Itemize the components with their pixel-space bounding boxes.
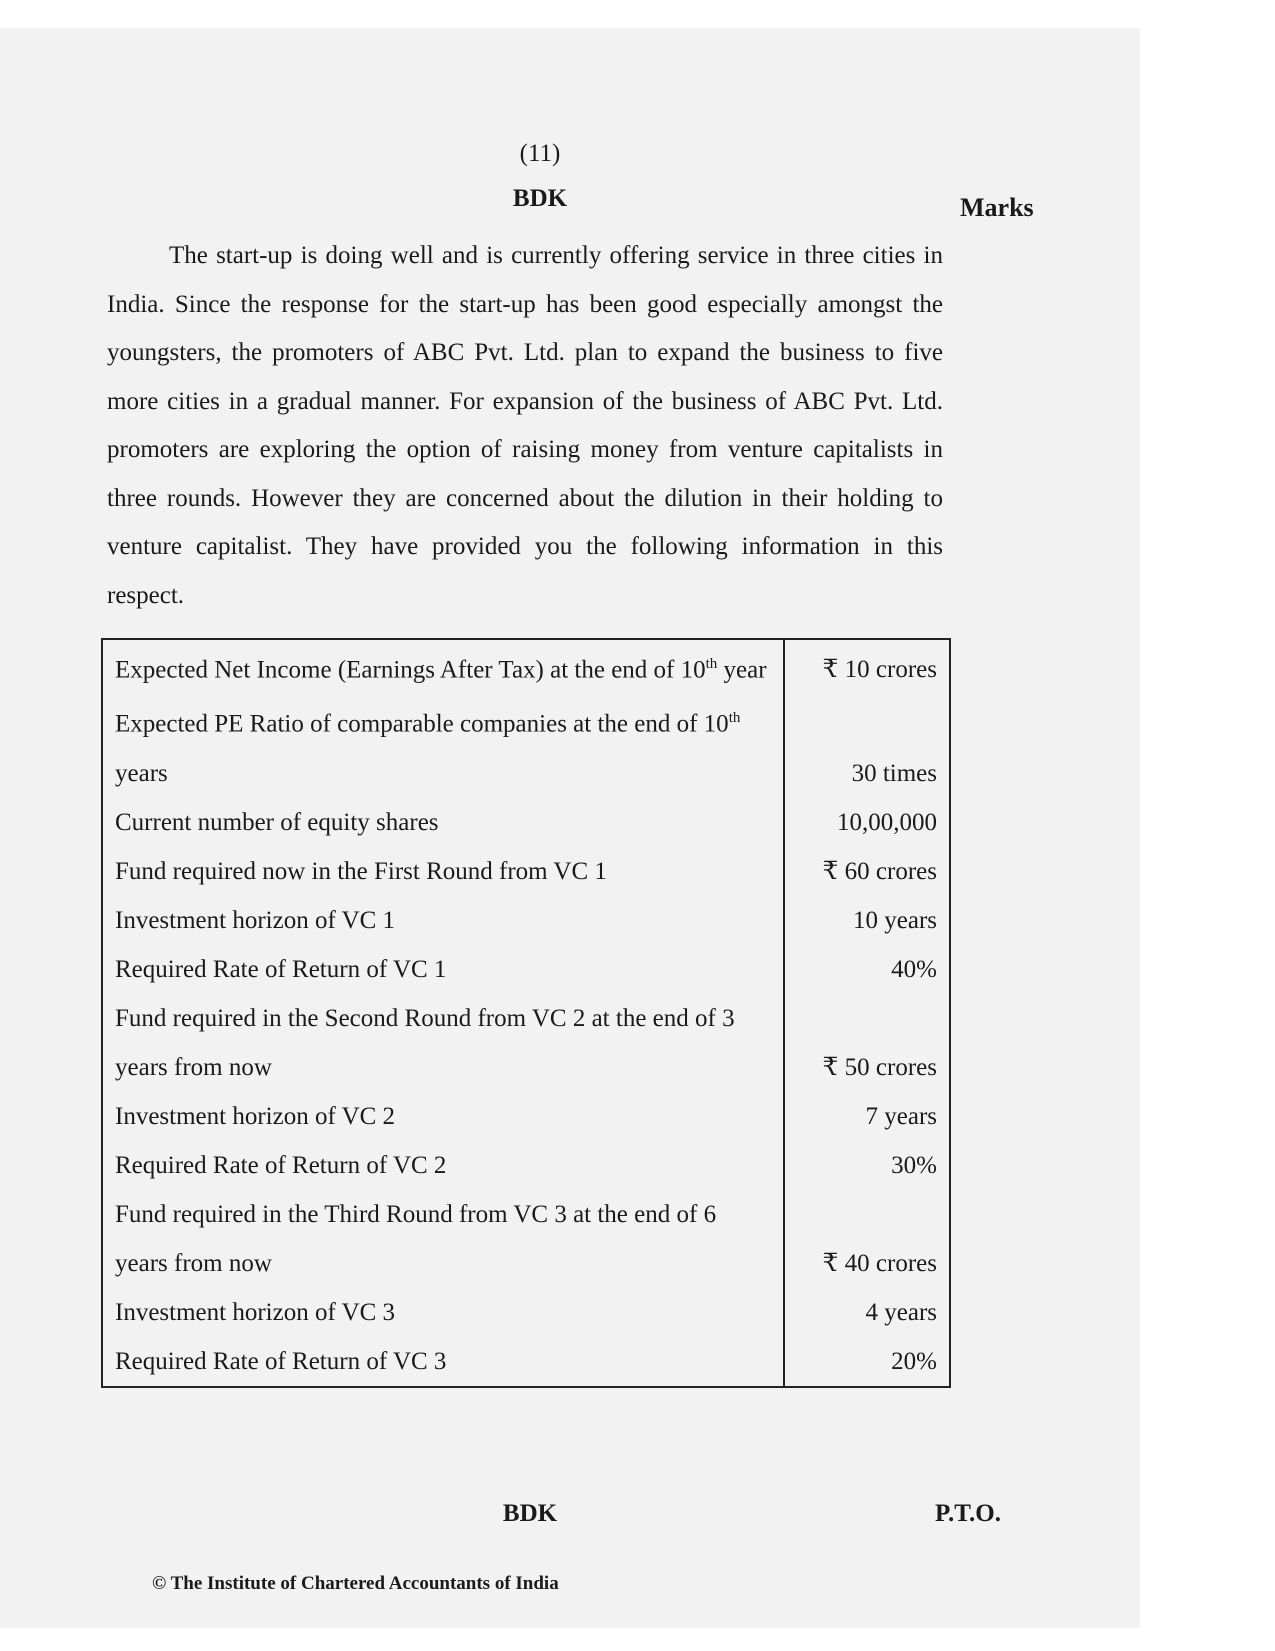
row-label	[102, 994, 784, 1092]
question-paragraph: The start-up is doing well and is currently offering service in three cities in India. Since the response for the start-up has been good especially amongst the youngsters, the promoters of ABC Pvt. Ltd. plan to expand the business to five more cities in a gradual manner. For expansion of the business of ABC Pvt. Ltd. promoters are exploring the option of raising money from venture capitalists in three rounds. However they are concerned about the dilution in their holding to venture capitalist. They have provided you the following information in this respect.	[107, 242, 943, 609]
table-row	[102, 847, 950, 896]
row-label-text: Expected Net Income (Earnings After Tax) at the end of 10	[115, 656, 706, 684]
row-label	[102, 847, 784, 896]
row-label-text: Required Rate of Return of VC 3	[115, 1347, 447, 1375]
row-label-text: Fund required now in the First Round from VC 1	[115, 857, 607, 885]
table-row	[102, 1337, 950, 1387]
table-row	[102, 1141, 950, 1190]
row-value: 30 times	[851, 759, 937, 787]
table-row	[102, 694, 950, 797]
row-label-text: Investment horizon of VC 1	[115, 906, 396, 934]
table-row	[102, 994, 950, 1092]
row-label	[102, 1288, 784, 1337]
row-value: 10 years	[853, 906, 937, 934]
row-label-text: Investment horizon of VC 2	[115, 1102, 396, 1130]
row-label	[102, 1141, 784, 1190]
table-row	[102, 896, 950, 945]
row-value: ₹ 10 crores	[822, 656, 937, 684]
row-label	[102, 1337, 784, 1387]
table-row	[102, 798, 950, 847]
information-table	[101, 638, 951, 1388]
row-value: 20%	[891, 1347, 937, 1375]
row-label	[102, 945, 784, 994]
row-value: 10,00,000	[837, 808, 937, 836]
marks-column-heading: Marks	[960, 193, 1034, 222]
row-value: ₹ 50 crores	[822, 1053, 937, 1081]
row-label-text: Required Rate of Return of VC 2	[115, 1151, 447, 1179]
row-value: ₹ 40 crores	[822, 1249, 937, 1277]
row-label-text: Fund required in the Third Round from VC 3 at the end of 6 years from now	[115, 1200, 717, 1277]
table-row	[102, 639, 950, 694]
table-row	[102, 1190, 950, 1288]
row-label-text: Expected PE Ratio of comparable companies at the end of 10	[115, 710, 729, 738]
row-label-text: Fund required in the Second Round from VC 2 at the end of 3 years from now	[115, 1004, 735, 1081]
row-label	[102, 798, 784, 847]
table-row	[102, 1092, 950, 1141]
row-value: 4 years	[865, 1298, 937, 1326]
row-label	[102, 639, 784, 694]
ordinal-suffix: th	[728, 710, 741, 727]
ordinal-suffix: th	[705, 656, 718, 672]
row-label	[102, 694, 784, 797]
pto-label: P.T.O.	[935, 1500, 1001, 1527]
row-value: 30%	[891, 1151, 937, 1179]
row-value: 7 years	[865, 1102, 937, 1130]
paper-code-footer: BDK	[502, 1500, 558, 1527]
row-label-text: Required Rate of Return of VC 1	[115, 955, 447, 983]
row-label-text: Current number of equity shares	[115, 808, 439, 836]
row-label-text-continued: years	[115, 759, 168, 787]
row-label-text-continued: year	[717, 656, 767, 684]
paper-code-header: BDK	[512, 185, 568, 212]
row-value: ₹ 60 crores	[822, 857, 937, 885]
row-label	[102, 1092, 784, 1141]
page-number: (11)	[519, 140, 561, 167]
table-row	[102, 1288, 950, 1337]
row-label	[102, 1190, 784, 1288]
table-row	[102, 945, 950, 994]
row-label	[102, 896, 784, 945]
row-value: 40%	[891, 955, 937, 983]
row-label-text: Investment horizon of VC 3	[115, 1298, 396, 1326]
copyright-notice: © The Institute of Chartered Accountants of India	[152, 1573, 559, 1594]
